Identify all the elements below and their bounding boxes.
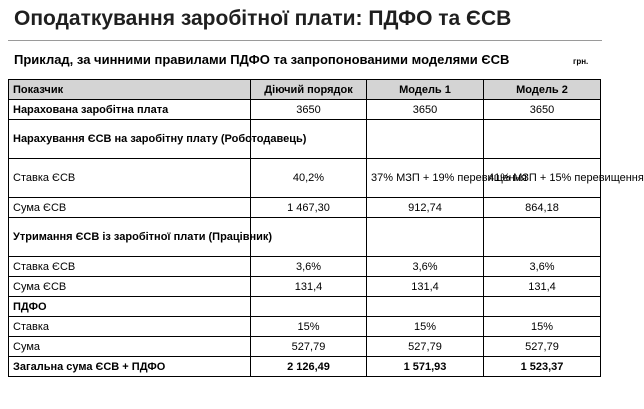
cell-model-1: [367, 297, 484, 317]
title-divider: [8, 40, 602, 41]
row-label: Сума: [9, 337, 251, 357]
cell-model-2: 15%: [484, 317, 601, 337]
table-row: [9, 218, 601, 257]
cell-model-2: 3650: [484, 100, 601, 120]
table-caption: Приклад, за чинними правилами ПДФО та запропонованими моделями ЄСВ: [14, 52, 510, 67]
section-label-employee: Утримання ЄСВ із заробітної плати (Працівник): [9, 218, 251, 257]
cell-current: 3,6%: [251, 257, 367, 277]
total-model-1: 1 571,93: [367, 357, 484, 377]
header-indicator: Показчик: [9, 80, 251, 100]
section-label-pit: ПДФО: [9, 297, 251, 317]
cell-model-2: 131,4: [484, 277, 601, 297]
cell-model-2: 41% МЗП + 15% перевищення: [484, 159, 601, 198]
table-row: [9, 120, 601, 159]
row-label: Ставка: [9, 317, 251, 337]
table-row: [9, 100, 601, 120]
cell-model-1: 15%: [367, 317, 484, 337]
table-header-row: [9, 80, 601, 100]
cell-model-2: [484, 218, 601, 257]
cell-model-2: 527,79: [484, 337, 601, 357]
table-row: [9, 337, 601, 357]
total-model-2: 1 523,37: [484, 357, 601, 377]
page-title: Оподаткування заробітної плати: ПДФО та ЄСВ: [14, 7, 512, 30]
cell-model-1: 3650: [367, 100, 484, 120]
cell-current: 527,79: [251, 337, 367, 357]
row-label: Ставка ЄСВ: [9, 159, 251, 198]
cell-model-1: 912,74: [367, 198, 484, 218]
row-label: Сума ЄСВ: [9, 198, 251, 218]
cell-current: [251, 297, 367, 317]
cell-model-1: [367, 218, 484, 257]
cell-model-1: [367, 120, 484, 159]
cell-model-2: [484, 297, 601, 317]
table-row: [9, 257, 601, 277]
row-label: Сума ЄСВ: [9, 277, 251, 297]
cell-model-2: 864,18: [484, 198, 601, 218]
header-model-2: Модель 2: [484, 80, 601, 100]
cell-current: 15%: [251, 317, 367, 337]
total-current: 2 126,49: [251, 357, 367, 377]
tax-comparison-table: [8, 79, 644, 377]
section-label-employer: Нарахування ЄСВ на заробітну плату (Роботодавець): [9, 120, 251, 159]
cell-model-1: 527,79: [367, 337, 484, 357]
cell-current: 3650: [251, 100, 367, 120]
row-label: Нарахована заробітна плата: [9, 100, 251, 120]
cell-current: 131,4: [251, 277, 367, 297]
cell-model-2: [484, 120, 601, 159]
cell-model-1: 3,6%: [367, 257, 484, 277]
table-row: [9, 159, 601, 198]
table-row: [9, 297, 601, 317]
cell-model-1: 131,4: [367, 277, 484, 297]
cell-model-2: 3,6%: [484, 257, 601, 277]
table-total-row: [9, 357, 601, 377]
header-current-rules: Діючий порядок: [251, 80, 367, 100]
currency-unit: грн.: [573, 57, 589, 66]
cell-current: 1 467,30: [251, 198, 367, 218]
table-row: [9, 198, 601, 218]
cell-model-1: 37% МЗП + 19% перевищення: [367, 159, 484, 198]
total-label: Загальна сума ЄСВ + ПДФО: [9, 357, 251, 377]
table-row: [9, 277, 601, 297]
table-row: [9, 317, 601, 337]
header-model-1: Модель 1: [367, 80, 484, 100]
cell-current: 40,2%: [251, 159, 367, 198]
row-label: Ставка ЄСВ: [9, 257, 251, 277]
